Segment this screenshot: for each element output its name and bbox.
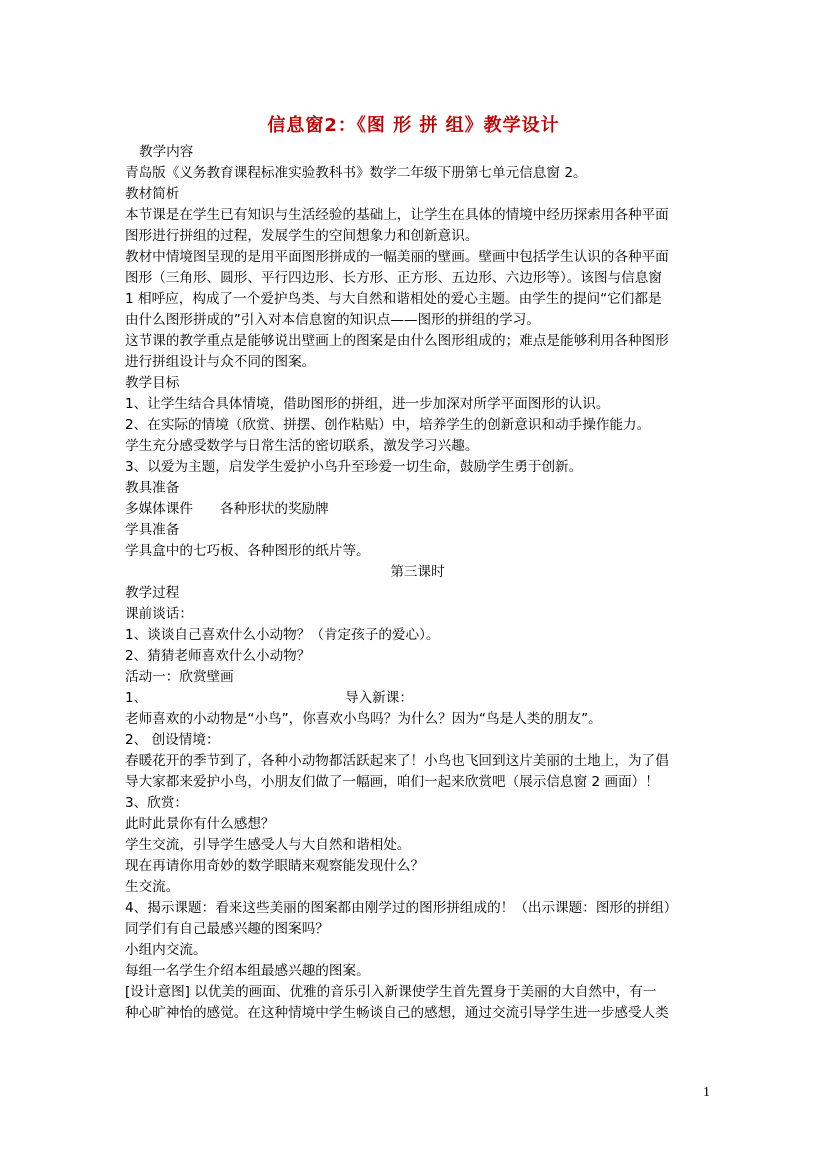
paragraph-line: 本节课是在学生已有知识与生活经验的基础上，让学生在具体的情境中经历探索用各种平面 (125, 207, 669, 223)
section-heading-tools: 教具准备 (125, 480, 180, 496)
section-heading-student-tools: 学具准备 (125, 522, 180, 538)
paragraph-line: 导大家都来爱护小鸟，小朋友们做了一幅画，咱们一起来欣赏吧（展示信息窗 2 画面）！ (125, 774, 659, 790)
tools-item: 多媒体课件 (125, 501, 193, 517)
lesson-heading: 第三课时 (390, 564, 445, 580)
paragraph-line: 由什么图形拼成的”引入对本信息窗的知识点——图形的拼组的学习。 (125, 312, 540, 328)
design-intent-line: [设计意图] 以优美的画面、优雅的音乐引入新课使学生首先置身于美丽的大自然中，有一 (125, 984, 657, 1000)
paragraph-line: 课前谈话： (125, 606, 193, 622)
goal-item: 2、在实际的情境（欣赏、拼摆、创作粘贴）中，培养学生的创新意识和动手操作能力。 (125, 417, 651, 433)
step-line: 4、揭示课题：看来这些美丽的图案都由刚学过的图形拼组成的！（出示课题：图形的拼组） (125, 900, 678, 916)
step-number: 1、 (125, 690, 148, 706)
document-body (125, 142, 710, 1024)
paragraph-line: 此时此景你有什么感想？ (125, 816, 275, 832)
paragraph-line: 这节课的教学重点是能够说出壁画上的图案是由什么图形组成的；难点是能够利用各种图形 (125, 333, 669, 349)
section-heading-goals: 教学目标 (125, 375, 180, 391)
activity-heading: 活动一：欣赏壁画 (125, 669, 234, 685)
paragraph-line: 老师喜欢的小动物是“小鸟”，你喜欢小鸟吗？为什么？因为“鸟是人类的朋友”。 (125, 711, 602, 727)
tools-line (125, 499, 710, 520)
paragraph-line: 生交流。 (125, 879, 180, 895)
paragraph-line: 1 相呼应，构成了一个爱护鸟类、与大自然和谐相处的爱心主题。由学生的提问“它们都是 (125, 291, 662, 307)
paragraph-line: 教材中情境图呈现的是用平面图形拼成的一幅美丽的壁画。壁画中包括学生认识的各种平面 (125, 249, 669, 265)
step-line (125, 688, 710, 709)
paragraph-line: 进行拼组设计与众不同的图案。 (125, 354, 316, 370)
section-heading-process: 教学过程 (125, 585, 180, 601)
paragraph-line: 春暖花开的季节到了，各种小动物都活跃起来了！小鸟也飞回到这片美丽的土地上，为了倡 (125, 753, 669, 769)
list-item: 1、谈谈自己喜欢什么小动物？（肯定孩子的爱心）。 (125, 627, 440, 643)
goal-item: 3、以爱为主题，启发学生爱护小鸟升至珍爱一切生命，鼓励学生勇于创新。 (125, 459, 583, 475)
goal-item: 1、让学生结合具体情境，借助图形的拼组，进一步加深对所学平面图形的认识。 (125, 396, 610, 412)
step-line: 3、欣赏： (125, 795, 189, 811)
list-item: 2、猜猜老师喜欢什么小动物？ (125, 648, 311, 664)
paragraph-line: 学生充分感受数学与日常生活的密切联系，激发学习兴趣。 (125, 438, 479, 454)
design-intent-line: 种心旷神怡的感觉。在这种情境中学生畅谈自己的感想，通过交流引导学生进一步感受人类 (125, 1005, 669, 1021)
paragraph-line: 每组一名学生介绍本组最感兴趣的图案。 (125, 963, 370, 979)
paragraph-line: 小组内交流。 (125, 942, 207, 958)
page-number: 1 (703, 1085, 710, 1100)
paragraph-line: 图形进行拼组的过程，发展学生的空间想象力和创新意识。 (125, 228, 479, 244)
paragraph-line: 图形（三角形、圆形、平行四边形、长方形、正方形、五边形、六边形等）。该图与信息窗 (125, 270, 662, 286)
paragraph-line: 同学们有自己最感兴趣的图案吗？ (125, 921, 329, 937)
paragraph-line: 现在再请你用奇妙的数学眼睛来观察能发现什么？ (125, 858, 425, 874)
paragraph-line: 青岛版《义务教育课程标准实验教科书》数学二年级下册第七单元信息窗 2。 (125, 165, 587, 181)
section-heading-analysis: 教材简析 (125, 186, 180, 202)
document-title: 信息窗2：《图 形 拼 组》教学设计 (267, 115, 560, 136)
section-heading-content: 教学内容 (139, 144, 194, 160)
step-label: 导入新课： (345, 690, 413, 706)
paragraph-line: 学具盒中的七巧板、各种图形的纸片等。 (125, 543, 370, 559)
paragraph-line: 学生交流，引导学生感受人与大自然和谐相处。 (125, 837, 411, 853)
tools-item: 各种形状的奖励牌 (220, 501, 329, 517)
step-line: 2、 创设情境： (125, 732, 220, 748)
